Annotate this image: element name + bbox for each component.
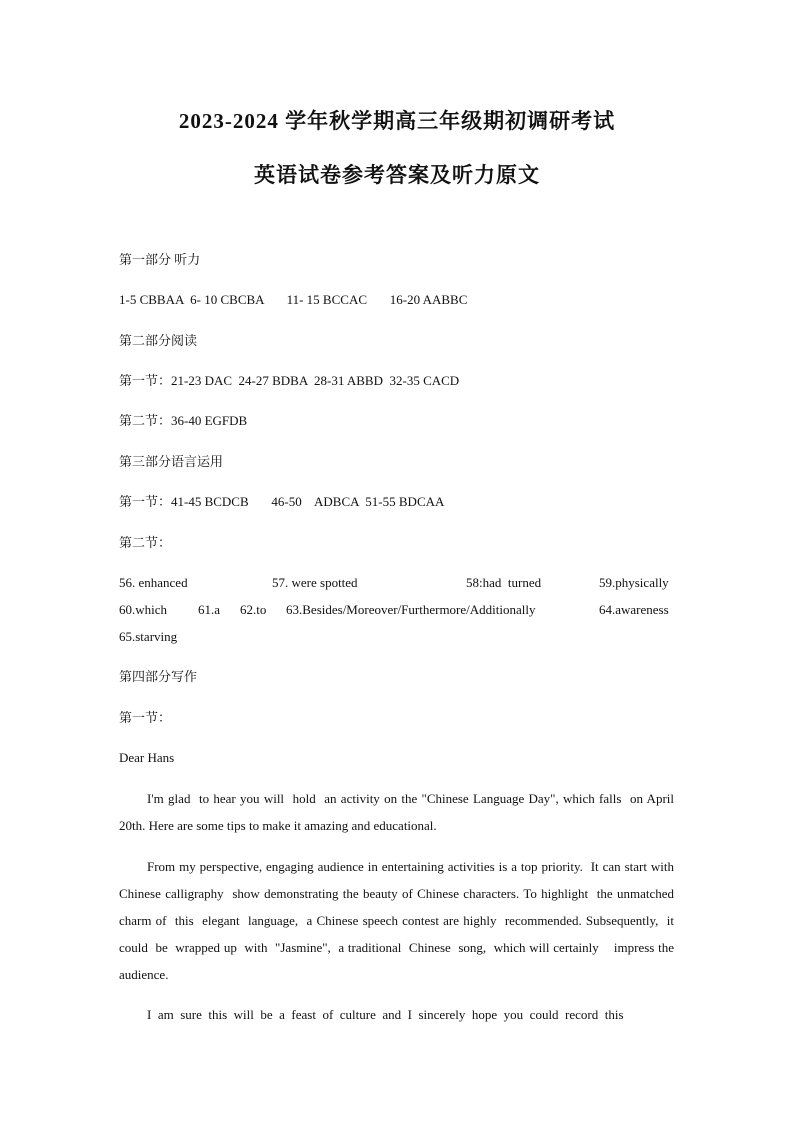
answer-64: 64.awareness (599, 602, 669, 617)
answer-56: 56. enhanced (119, 575, 188, 590)
part4-section1: 第一节： (119, 710, 172, 725)
answer-58: 58:had turned (466, 575, 542, 590)
part3-section2-heading: 第二节： (119, 535, 172, 550)
answer-60: 60.which (119, 602, 168, 617)
letter-paragraph-2: From my perspective, engaging audience in entertaining activities is a top priority. It can start with Chinese calligraphy show demonstrating the beauty of Chinese characters. To highlight the unmatched charm of this elegant language, a Chinese speech contest are highly recommended. Subsequently, it could be wrapped up with "Jasmine", a traditional Chinese song, which will certainly impress the audience. (119, 859, 681, 982)
letter-greeting: Dear Hans (119, 750, 175, 765)
answer-59: 59.physically (599, 575, 669, 590)
letter-paragraph-1: I'm glad to hear you will hold an activity on the "Chinese Language Day", which falls on April 20th. Here are some tips to make it amazing and educational. (119, 791, 681, 833)
part2-heading: 第二部分阅读 (119, 333, 198, 348)
part1-heading: 第一部分 听力 (119, 252, 201, 267)
answer-63: 63.Besides/Moreover/Furthermore/Additionally (286, 602, 536, 617)
document-subtitle: 英语试卷参考答案及听力原文 (254, 163, 540, 187)
part3-heading: 第三部分语言运用 (119, 454, 224, 469)
answer-57: 57. were spotted (272, 575, 358, 590)
part3-section1: 第一节：41-45 BCDCB 46-50 ADBCA 51-55 BDCAA (119, 494, 445, 509)
part2-section1: 第一节：21-23 DAC 24-27 BDBA 28-31 ABBD 32-35 CACD (119, 373, 460, 388)
part1-answers: 1-5 CBBAA 6- 10 CBCBA 11- 15 BCCAC 16-20 AABBC (119, 292, 468, 307)
answer-62: 62.to (240, 602, 267, 617)
letter-paragraph-3: I am sure this will be a feast of culture and I sincerely hope you could record this (147, 1007, 624, 1022)
answer-61: 61.a (198, 602, 221, 617)
document-title: 2023-2024 学年秋学期高三年级期初调研考试 (178, 109, 616, 133)
part4-heading: 第四部分写作 (119, 669, 198, 684)
answer-65: 65.starving (119, 629, 178, 644)
part2-section2: 第二节：36-40 EGFDB (119, 413, 248, 428)
